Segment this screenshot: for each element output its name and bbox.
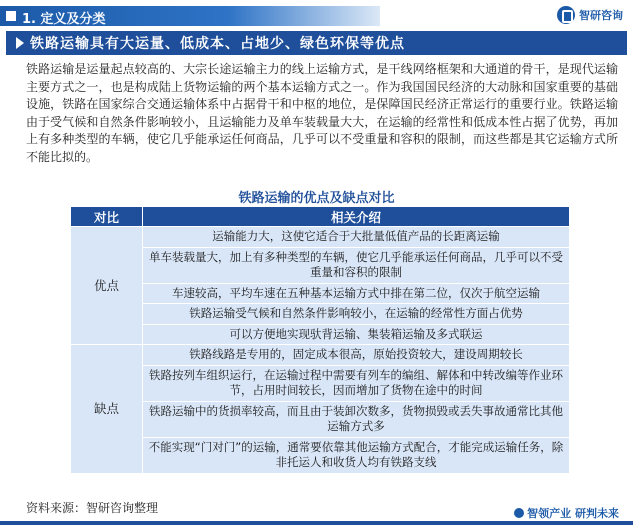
top-bar <box>0 0 633 30</box>
comparison-table <box>70 206 570 474</box>
table-row <box>71 304 570 325</box>
brand-slogan <box>514 505 619 521</box>
section-square-icon <box>6 11 16 21</box>
table-cell: 运输能力大，这使它适合于大批量低值产品的长距离运输 <box>143 227 570 248</box>
table-row <box>71 324 570 345</box>
table-cell: 铁路按列车组织运行，在运输过程中需要有列车的编组、解体和中转改编等作业环节，占用时间较长，因而增加了货物在途中的时间 <box>143 365 570 401</box>
brand-dot-icon <box>514 508 524 518</box>
category-cons: 缺点 <box>71 345 143 474</box>
table-cell: 单车装载量大，加上有多种类型的车辆，使它几乎能承运任何商品，几乎可以不受重量和容积的限制 <box>143 247 570 283</box>
table-cell: 铁路线路是专用的，固定成本很高，原始投资较大，建设周期较长 <box>143 345 570 366</box>
table-cell: 车速较高，平均车速在五种基本运输方式中排在第二位，仅次于航空运输 <box>143 283 570 304</box>
table-cell: 可以方便地实现驮背运输、集装箱运输及多式联运 <box>143 324 570 345</box>
table-cell: 铁路运输受气候和自然条件影响较小，在运输的经常性方面占优势 <box>143 304 570 325</box>
heading-bar <box>6 31 627 55</box>
bottom-line <box>0 521 633 525</box>
intro-paragraph: 铁路运输是运量起点较高的、大宗长途运输主力的线上运输方式，是干线网络框架和大通道的骨干，是现代运输主要方式之一，也是构成陆上货物运输的两个基本运输方式之一。作为我国国民经济的大动脉和国家重要的基础设施，铁路在国家综合交通运输体系中占据骨干和中枢的地位，是保障国民经济正常运行的重要行业。铁路运输由于受气候和自然条件影响较小，且运输能力及单车装载量大大，在运输的经常性和低成本性占据了优势，再加上有多种类型的车辆，使它几乎能承运任何商品，几乎可以不受重量和容积的限制，而这些都是其它运输方式所不能比拟的。 <box>26 62 618 164</box>
heading-title: 铁路运输具有大运量、低成本、占地少、绿色环保等优点 <box>30 36 405 52</box>
header-compare: 对比 <box>71 207 143 227</box>
table-row <box>71 345 570 366</box>
table-row <box>71 283 570 304</box>
table-row <box>71 401 570 437</box>
header-description: 相关介绍 <box>143 207 570 227</box>
table-title: 铁路运输的优点及缺点对比 <box>238 191 395 206</box>
brand-text: 智领产业 研判未来 <box>527 507 619 520</box>
table-row <box>71 227 570 248</box>
table-row <box>71 437 570 473</box>
table-row <box>71 247 570 283</box>
category-pros: 优点 <box>71 227 143 345</box>
table-row <box>71 365 570 401</box>
table-cell: 铁路运输中的货损率较高，而且由于装卸次数多，货物损毁或丢失事故通常比其他运输方式多 <box>143 401 570 437</box>
table-cell: 不能实现“门对门”的运输，通常要依靠其他运输方式配合，才能完成运输任务，除非托运人和收货人均有铁路支线 <box>143 437 570 473</box>
source-note: 资料来源：智研咨询整理 <box>26 501 159 515</box>
section-title: 1. 定义及分类 <box>22 12 106 27</box>
zhiyan-logo-icon <box>557 6 575 24</box>
table-header-row <box>71 207 570 227</box>
logo <box>557 6 623 24</box>
logo-name: 智研咨询 <box>579 9 623 22</box>
play-arrow-icon <box>16 37 24 49</box>
